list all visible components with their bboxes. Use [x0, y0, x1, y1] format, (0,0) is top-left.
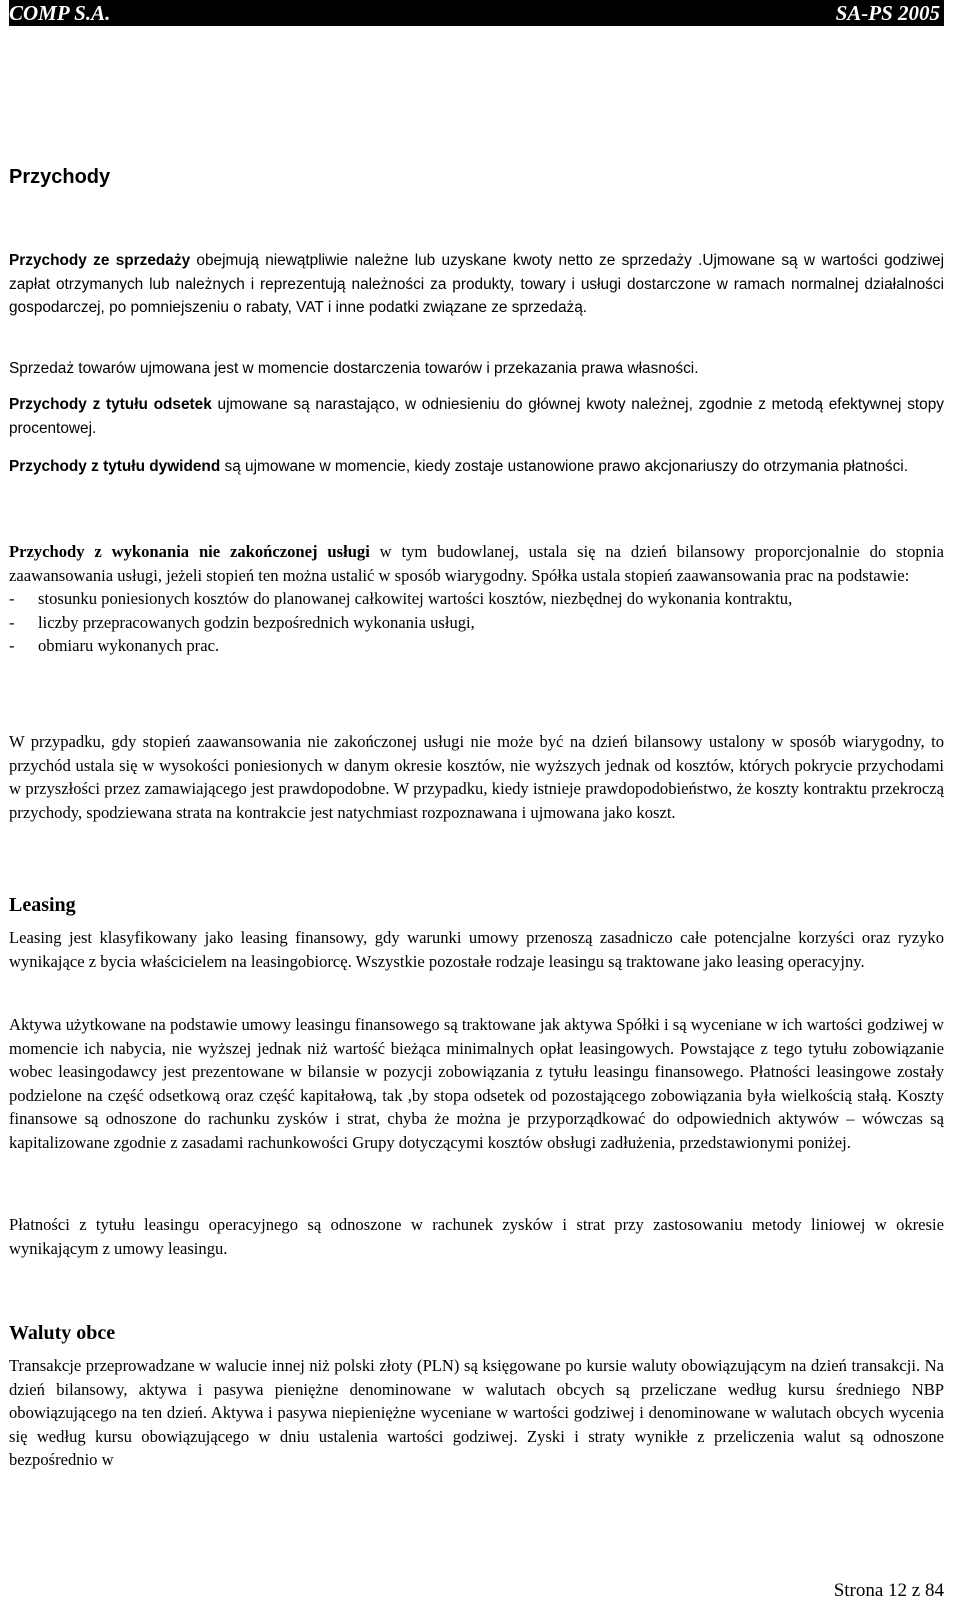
report-code: SA-PS 2005 — [835, 1, 940, 25]
paragraph-dividend-revenue — [9, 455, 944, 479]
paragraph-leasing-classification: Leasing jest klasyfikowany jako leasing finansowy, gdy warunki umowy przenoszą zasadniczo całe potencjalne korzyści oraz ryzyko wynikające z bycia właścicielem na leasingobiorcę. Wszystkie pozostałe rodzaje leasingu są traktowane jako leasing operacyjny. — [9, 928, 944, 971]
page-header — [9, 0, 944, 26]
company-name: COMP S.A. — [9, 1, 111, 25]
list-item: - liczby przepracowanych godzin bezpośrednich wykonania usługi, — [9, 611, 944, 635]
paragraph-operating-lease: Płatności z tytułu leasingu operacyjnego są odnoszone w rachunek zysków i strat przy zastosowaniu metody liniowej w okresie wynikającym z umowy leasingu. — [9, 1215, 944, 1258]
paragraph-finance-lease: Aktywa użytkowane na podstawie umowy leasingu finansowego są traktowane jak aktywa Spółki i są wyceniane w ich wartości godziwej w momencie ich nabycia, nie wyższej jednak niż wartość bieżąca minimalnych opłat leasingowych. Powstające z tego tytułu zobowiązanie wobec leasingodawcy jest prezentowane w bilansie w pozycji zobowiązania z tytułu leasingu finansowego. Płatności leasingowe zostały podzielone na część odsetkową oraz część kapitałową, tak ,by stopa odsetek od pozostającego zobowiązania była wielkością stałą. Koszty finansowe są odnoszone do rachunku zysków i strat, chyba że można je przyporządkować do odpowiednich aktywów – wówczas są kapitalizowane zgodnie z zasadami rachunkowości Grupy dotyczącymi kosztów obsługi zadłużenia, przedstawionymi poniżej. — [9, 1015, 944, 1152]
paragraph-interest-revenue — [9, 393, 944, 440]
paragraph-unreliable-estimate: W przypadku, gdy stopień zaawansowania nie zakończonej usługi nie może być na dzień bilansowy ustalony w sposób wiarygodny, to przychód ustala się w wysokości poniesionych w danym okresie kosztów, nie wyższych jednak od kosztów, których pokrycie przychodami w przyszłości przez zamawiającego jest prawdopodobne. W przypadku, kiedy istnieje prawdopodobieństwo, że koszty kontraktu przekroczą przychody, spodziewana strata na kontrakcie jest natychmiast rozpoznawana i ujmowana jako koszt. — [9, 732, 944, 822]
paragraph-text: obejmują niewątpliwie należne lub uzyskane kwoty netto ze sprzedaży .Ujmowane są w wartości godziwej zapłat otrzymanych lub należnych i reprezentują należności za produkty, towary i usługi dostarczone w ramach normalnej działalności gospodarczej, po pomniejszeniu o rabaty, VAT i inne podatki związane ze sprzedażą. — [9, 252, 944, 316]
paragraph-text: ujmowane są narastająco, w odniesieniu do głównej kwoty należnej, zgodnie z metodą efektywnej stopy procentowej. — [9, 396, 944, 437]
term-unfinished-service: Przychody z wykonania nie zakończonej usługi — [9, 542, 370, 561]
term-dividend-revenue: Przychody z tytułu dywidend — [9, 458, 221, 475]
heading-leasing: Leasing — [9, 894, 76, 916]
list-item: - stosunku poniesionych kosztów do planowanej całkowitej wartości kosztów, niezbędnej do wykonania kontraktu, — [9, 587, 944, 611]
paragraph-foreign-currency: Transakcje przeprowadzane w walucie innej niż polski złoty (PLN) są księgowane po kursie waluty obowiązującym na dzień transakcji. Na dzień bilansowy, aktywa i pasywa pieniężne denominowane w walutach obcych są przeliczane według kursu średniego NBP obowiązującego na ten dzień. Aktywa i pasywa niepieniężne wyceniane w wartości godziwej i denominowane w walutach obcych wycenia się według kursu obowiązującego w dniu ustalenia wartości godziwej. Zyski i straty wynikłe z przeliczenia walut są odnoszone bezpośrednio w — [9, 1356, 944, 1469]
paragraph-text: w tym budowlanej, ustala się na dzień bilansowy proporcjonalnie do stopnia zaawansowania usługi, jeżeli stopień ten można ustalić w sposób wiarygodny. Spółka ustala stopień zaawansowania prac na podstawie: — [9, 542, 944, 585]
heading-waluty-obce: Waluty obce — [9, 1322, 116, 1344]
paragraph-goods-sale: Sprzedaż towarów ujmowana jest w momencie dostarczenia towarów i przekazania prawa własności. — [9, 360, 699, 377]
paragraph-text: są ujmowane w momencie, kiedy zostaje ustanowione prawo akcjonariuszy do otrzymania płatności. — [220, 458, 909, 475]
page-number: Strona 12 z 84 — [833, 1580, 944, 1601]
unfinished-service-block — [9, 540, 944, 658]
term-interest-revenue: Przychody z tytułu odsetek — [9, 396, 212, 413]
paragraph-sales-revenue — [9, 249, 944, 320]
list-item: - obmiaru wykonanych prac. — [9, 634, 944, 658]
heading-przychody: Przychody — [9, 166, 111, 188]
paragraph-unfinished-service — [9, 540, 944, 587]
progress-basis-list — [9, 587, 944, 658]
term-sales-revenue: Przychody ze sprzedaży — [9, 252, 191, 269]
